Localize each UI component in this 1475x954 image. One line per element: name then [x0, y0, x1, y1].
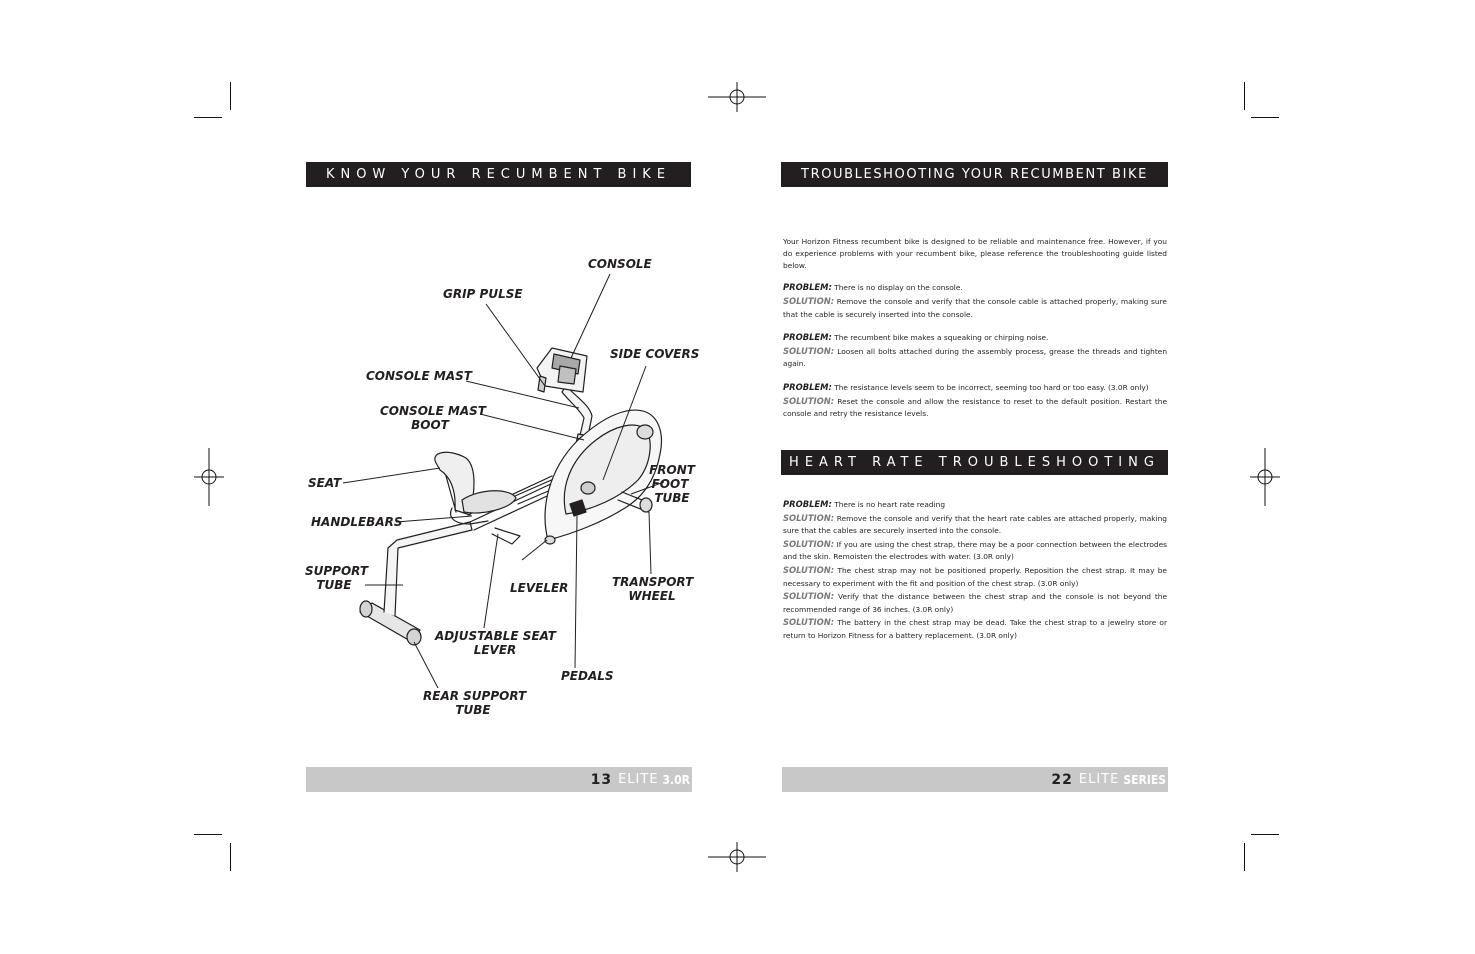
label-seat: SEAT	[308, 476, 342, 490]
leader-adjustable-seat-lever	[484, 534, 498, 628]
troubleshooting-body	[783, 236, 1167, 431]
model-name: SERIES	[1123, 772, 1166, 787]
leader-transport-wheel	[649, 512, 651, 574]
problem-block: PROBLEM: The recumbent bike makes a squeaking or chirping noise. SOLUTION: Loosen all bolts attached during the assembly process, grease the threads and tighten again.	[783, 332, 1167, 369]
model-name: 3.0R	[662, 772, 690, 787]
leader-grip-pulse	[486, 304, 545, 386]
leader-console	[571, 274, 610, 358]
label-side-covers: SIDE COVERS	[610, 347, 700, 361]
leader-seat	[343, 468, 440, 483]
label-support-tube: SUPPORT TUBE	[305, 564, 369, 592]
label-leveler: LEVELER	[510, 581, 569, 595]
problem-block: PROBLEM: The resistance levels seem to be incorrect, seeming too hard or too easy. (3.0R only) SOLUTION: Reset the console and allow the resistance to reset to the default position. Restart the console and retry the resistance levels.	[783, 381, 1167, 419]
leader-pedals	[575, 516, 577, 668]
problem-block: PROBLEM: There is no display on the console. SOLUTION: Remove the console and verify that the console cable is attached properly, making sure that the cable is securely inserted into the console.	[783, 282, 1167, 319]
series-name: ELITE	[618, 772, 659, 787]
label-console-mast: CONSOLE MAST	[366, 369, 472, 383]
page-header-troubleshooting: TROUBLESHOOTING YOUR RECUMBENT BIKE	[781, 162, 1168, 187]
label-front-foot-tube: FRONT FOOT TUBE	[649, 463, 695, 505]
page-footer-left	[306, 767, 692, 792]
label-transport-wheel: TRANSPORT WHEEL	[612, 575, 694, 603]
page-footer-right	[782, 767, 1168, 792]
leader-console-mast-boot	[480, 414, 584, 440]
page-header-know-your-bike: KNOW YOUR RECUMBENT BIKE	[306, 162, 691, 187]
label-adjustable-seat-lever: ADJUSTABLE SEAT LEVER	[435, 629, 556, 657]
label-pedals: PEDALS	[561, 669, 614, 683]
label-console-mast-boot: CONSOLE MAST BOOT	[380, 404, 486, 432]
leader-leveler	[522, 540, 547, 560]
page-number: 22	[1051, 771, 1073, 788]
page-number: 13	[590, 771, 613, 788]
label-grip-pulse: GRIP PULSE	[443, 287, 523, 301]
intro-paragraph: Your Horizon Fitness recumbent bike is designed to be reliable and maintenance free. However, if you do experience problems with your recumbent bike, please reference the troubleshooting guide listed below.	[783, 237, 1167, 270]
label-console: CONSOLE	[588, 257, 652, 271]
series-name: ELITE	[1078, 772, 1120, 787]
heart-rate-body: PROBLEM: There is no heart rate reading SOLUTION: Remove the console and verify that the heart rate cables are attached properly, making sure that the cables are securely inserted into the console. SOLUTION: If you are using the chest strap, there may be a poor connection between the electrodes and the skin. Remoisten the electrodes with water. (3.0R only) SOLUTION: The chest strap may not be positioned properly. Reposition the chest strap. It may be necessary to experiment with the fit and position of the chest strap. (3.0R only) SOLUTION: Verify that the distance between the chest strap and the console is not beyond the recommended range of 36 inches. (3.0R only) SOLUTION: The battery in the chest strap may be dead. Take the chest strap to a jewelry store or return to Horizon Fitness for a battery replacement. (3.0R only)	[783, 499, 1167, 640]
section-header-heart-rate: HEART RATE TROUBLESHOOTING	[781, 450, 1168, 475]
leader-handlebars	[396, 516, 472, 522]
label-rear-support-tube: REAR SUPPORT TUBE	[423, 689, 527, 717]
label-handlebars: HANDLEBARS	[311, 515, 403, 529]
